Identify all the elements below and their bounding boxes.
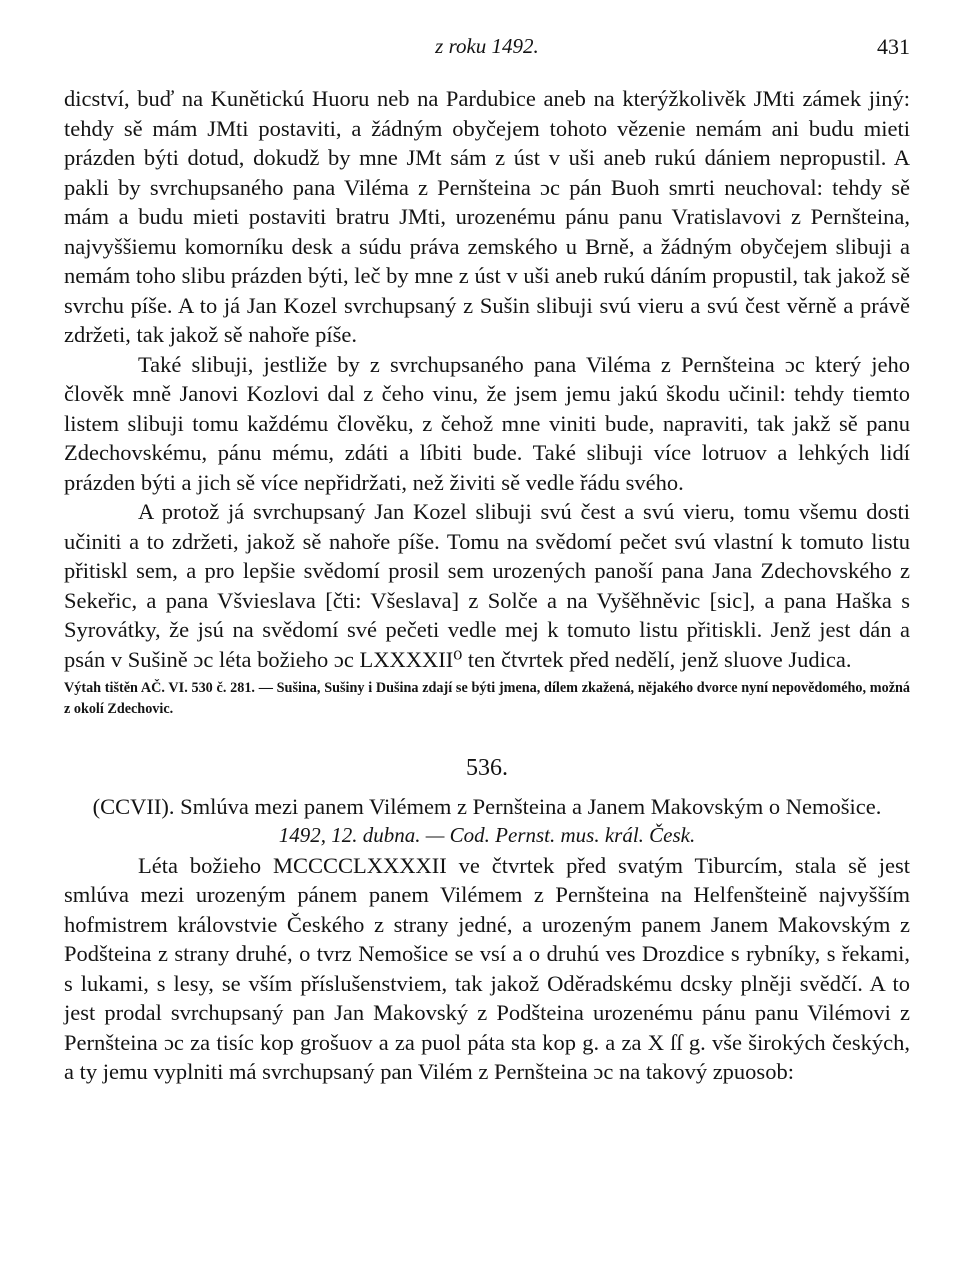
body-text: [64, 84, 910, 1087]
paragraph: A protož já svrchupsaný Jan Kozel slibuji svú čest a svú vieru, tomu všemu dosti učiniti a to zdržeti, jakož sě nahoře píše. Tomu na svědomí pečet svú vlastní k tomuto listu přitiskl sem, a pro lepšie svědomí prosil sem urozených panoší pana Jana Zdechovského z Sekeřic, a pana Všvieslava [čti: Všeslava] z Solče a na Vyšěhněvic [sic], a pana Haška s Syrovátky, že jsú na svědomí své pečeti vedle mej k tomuto listu přitiskli. Jenž jest dán a psán v Sušině ɔc léta božieho ɔc LXXXXII⁰ ten čtvrtek před nedělí, jenž sluove Judica.: [64, 499, 910, 672]
page-header: [64, 34, 910, 64]
editorial-note: Výtah tištěn AČ. VI. 530 č. 281. — Sušina, Sušiny i Dušina zdají se býti jmena, dílem zkažená, nějakého dvorce nyní nepovědomého, možná z okolí Zdechovic.: [64, 680, 910, 717]
document-number: 536.: [466, 755, 508, 781]
paragraph-continued: dicství, buď na Kunětickú Huoru neb na Pardubice aneb na kterýžkolivěk JMti zámek jiný: tehdy sě mám JMti postaviti, a žádným obyčejem tohoto vězenie nemám ani budu mieti prázden býti dotud, dokudž by mne JMt sám z úst v uši aneb rukú dániem nepropustil. A pakli by svrchupsaného pana Viléma z Pernšteina ɔc pán Buoh smrti neuchoval: tehdy sě mám a budu mieti postaviti bratru JMti, urozenému pánu panu Vratislavovi z Pernšteina, najvyššiemu komorníku desk a súdu práva zemského u Brně, a žádným obyčejem slibuji a nemám toho slibu prázden býti, leč by mne z úst v uši aneb rukú dáním propustil, tak jakož sě svrchu píše. A to já Jan Kozel svrchupsaný z Sušin slibuji svú vieru a svú čest věrně a právě zdržeti, tak jakož sě nahoře píše.: [64, 86, 910, 347]
page-number: 431: [877, 34, 910, 59]
paragraph: Také slibuji, jestliže by z svrchupsaného pana Viléma z Pernšteina ɔc který jeho člověk mně Janovi Kozlovi dal z čeho vinu, že jsem jemu jakú škodu učinil: tehdy tiemto listem slibuji tomu každému člověku, z čehož mne viniti bude, napraviti, tak jakž sě panu Zdechovskému, pánu mému, zdáti a líbiti bude. Také slibuji více lotruov a lehkých lidí prázden býti a jich sě více nepřidržati, než živiti sě vedle řádu svého.: [64, 351, 910, 495]
document-text: Léta božieho MCCCCLXXXXII ve čtvrtek před svatým Tiburcím, stala sě jest smlúva mezi urozeným pánem panem Vilémem z Pernšteina na Helfenšteině najvyšším hofmistrem královstvie Českého z strany jedné, a urozeným panem Janem Makovským z Podšteina z strany druhé, o tvrz Nemošice se vsí a o druhú ves Drozdice s rybníky, s řekami, s lukami, s lesy, se vším příslušenstviem, tak jakož Oděradskému dcsky plněji svědčí. A to jest prodal svrchupsaný pan Jan Makovský z Podšteina urozenému pánu panu Vilémovi z Pernšteina ɔc za tisíc kop grošuov a za puol páta sta kop g. a za X ſſ g. vše širokých českých, a ty jemu vyplniti má svrchupsaný pan Vilém z Pernšteina ɔc na takový zpuosob:: [64, 852, 910, 1084]
document-title: (CCVII). Smlúva mezi panem Vilémem z Pernšteina a Janem Makovským o Nemošice.: [92, 793, 882, 819]
running-head: z roku 1492.: [435, 34, 539, 58]
document-date-source: 1492, 12. dubna. — Cod. Pernst. mus. král. Česk.: [278, 823, 696, 847]
